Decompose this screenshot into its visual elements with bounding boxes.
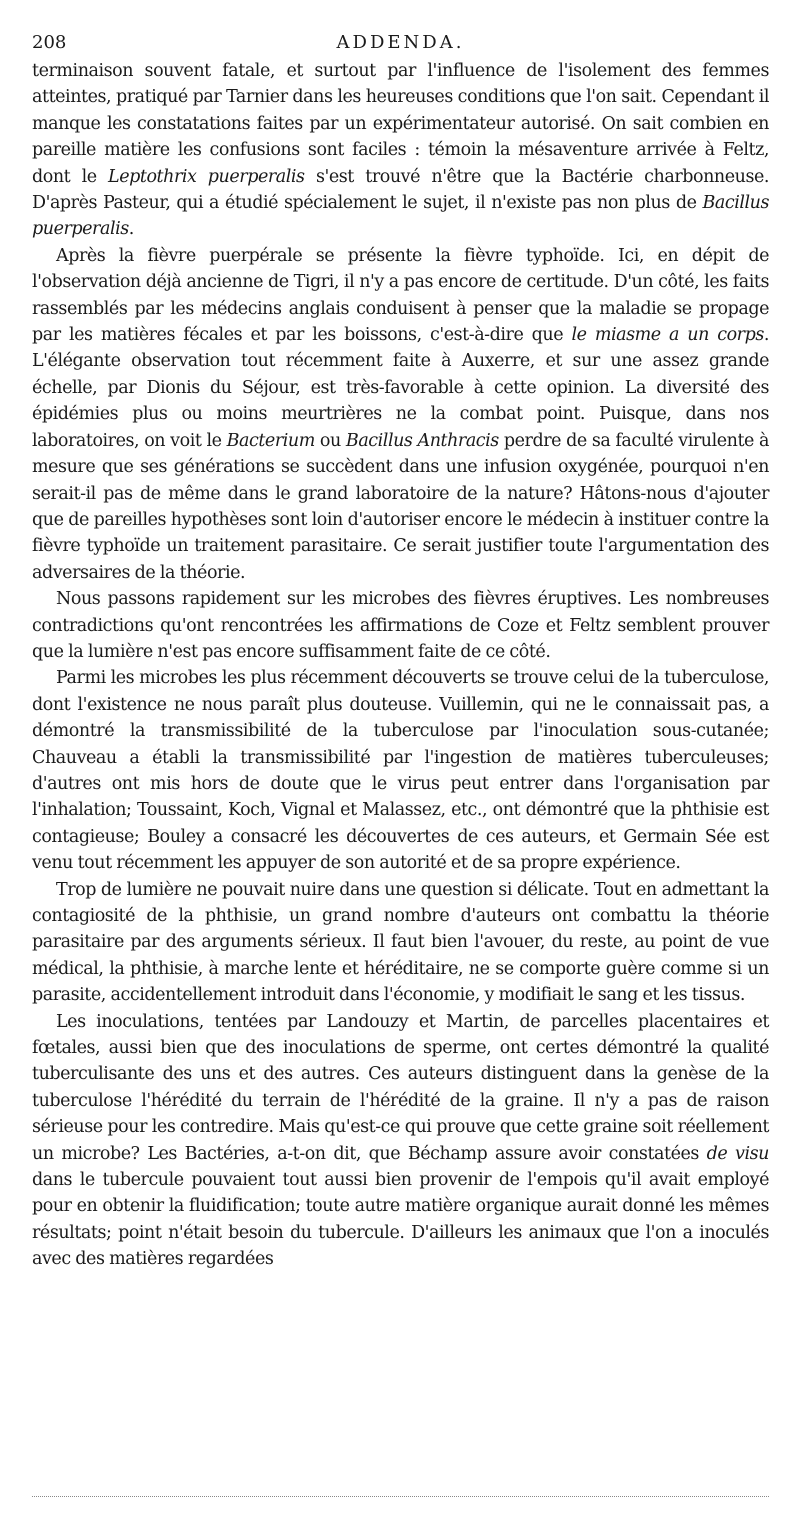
paragraph (32, 586, 769, 665)
page-header (32, 28, 769, 58)
page-number: 208 (32, 32, 67, 53)
text-run: s'est trouvé n'être que la Bactérie charbonneuse. D'après Pasteur, qui a étudié spécialement le sujet, il n'existe pas non plus de (32, 166, 769, 214)
italic-text: Leptothrix puerperalis (108, 166, 305, 187)
italic-text: Bacterium (226, 430, 315, 451)
footer-rule (32, 1496, 769, 1497)
text-run: terminaison souvent fatale, et surtout par l'influence de l'isolement des femmes atteintes, pratiqué par Tarnier dans les heureuses conditions que l'on sait. Cependant il manque les constatations faites par un expérimentateur autorisé. On sait combien en pareille matière les confusions sont faciles : témoin la mésaventure arrivée à Feltz, dont le (32, 61, 769, 187)
text-run: . (128, 219, 134, 240)
text-run: Trop de lumière ne pouvait nuire dans une question si délicate. Tout en admettant la contagiosité de la phthisie, un grand nombre d'auteurs ont combattu la théorie parasitaire par des arguments sérieux. Il faut bien l'avouer, du reste, au point de vue médical, la phthisie, à marche lente et héréditaire, ne se comporte guère comme si un parasite, accidentellement introduit dans l'économie, y modifiait le sang et les tissus. (32, 879, 769, 1006)
text-run: perdre de sa faculté virulente à mesure que ses générations se succèdent dans une infusion oxygénée, pourquoi n'en serait-il pas de même dans le grand laboratoire de la nature? Hâtons-nous d'ajouter que de pareilles hypothèses sont loin d'autoriser encore le médecin à instituer contre la fièvre typhoïde un traitement parasitaire. Ce serait justifier toute l'argumentation des adversaires de la théorie. (32, 430, 770, 583)
text-run: Nous passons rapidement sur les microbes des fièvres éruptives. Les nombreuses contradictions qu'ont rencontrées les affirmations de Coze et Feltz semblent prouver que la lumière n'est pas encore suffisamment faite de ce côté. (32, 589, 769, 662)
paragraph (32, 665, 769, 876)
italic-text: Bacillus Anthracis (345, 430, 499, 451)
text-run: Parmi les microbes les plus récemment découverts se trouve celui de la tuberculose, dont l'existence ne nous paraît plus douteuse. Vuillemin, qui ne le connaissait pas, a démontré la transmissibilité de la tuberculose par l'inoculation sous-cutanée; Chauveau a établi la transmissibilité par l'ingestion de matières tuberculeuses; d'autres ont mis hors de doute que le virus peut entrer dans l'organisation par l'inhalation; Toussaint, Koch, Vignal et Malassez, etc., ont démontré que la phthisie est contagieuse; Bouley a consacré les découvertes de ces auteurs, et Germain Sée est venu tout récemment les appuyer de son autorité et de sa propre expérience. (32, 668, 769, 874)
paragraph (32, 243, 769, 586)
paragraph (32, 1009, 769, 1273)
text-run: dans le tubercule pouvaient tout aussi bien provenir de l'empois qu'il avait employé pour en obtenir la fluidification; toute autre matière organique aurait donné les mêmes résultats; point n'était besoin du tubercule. D'ailleurs les animaux que l'on a inoculés avec des matières regardées (32, 1170, 769, 1270)
italic-text: Bacillus puerperalis (32, 193, 769, 240)
text-run: Après la fièvre puerpérale se présente la fièvre typhoïde. Ici, en dépit de l'observation déjà ancienne de Tigri, il n'y a pas encore de certitude. D'un côté, les faits rassemblés par les médecins anglais conduisent à penser que la maladie se propage par les matières fécales et par les boissons, c'est-à-dire que (32, 245, 769, 346)
paragraph (32, 58, 769, 243)
text-run: ou (314, 430, 346, 451)
paragraph (32, 877, 769, 1009)
body-text (32, 58, 769, 1273)
document-page (32, 28, 769, 1273)
italic-text: le miasme a un corps (571, 325, 764, 346)
text-run: . L'élégante observation tout récemment faite à Auxerre, et sur une assez grande échelle, par Dionis du Séjour, est très-favorable à cette opinion. La diversité des épidémies plus ou moins meurtrières ne la combat point. Puisque, dans nos laboratoires, on voit le (32, 325, 770, 451)
text-run: Les inoculations, tentées par Landouzy et Martin, de parcelles placentaires et fœtales, aussi bien que des inoculations de sperme, ont certes démontré la qualité tuberculisante des uns et des autres. Ces auteurs distinguent dans la genèse de la tuberculose l'hérédité du terrain de l'hérédité de la graine. Il n'y a pas de raison sérieuse pour les contredire. Mais qu'est-ce qui prouve que cette graine soit réellement un microbe? Les Bactéries, a-t-on dit, que Béchamp assure avoir constatées (32, 1011, 769, 1164)
italic-text: de visu (706, 1143, 769, 1164)
running-head: ADDENDA. (336, 32, 465, 53)
